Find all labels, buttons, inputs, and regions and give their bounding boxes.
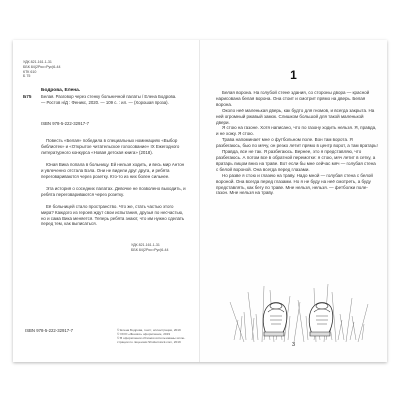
copyright-line: © Елена Бодрова, текст, иллюстрации, 2019 xyxy=(117,328,181,332)
catalog-isbn: ISBN 978-5-222-32917-7 xyxy=(41,121,90,126)
chapter-number: 1 xyxy=(290,68,297,82)
code-line: УДК 821.161.1-31 xyxy=(23,60,52,64)
annotation-paragraph: Повесть «Белая» победила в специальных номинациях «Выбор библиотек» и «Открытое читательское голосование» IX Ежегодного литературного конкурса «Новая детская книга» (2018). xyxy=(41,138,180,155)
code-line: ББК 84(2Рос=Рус)6-44 xyxy=(131,247,169,252)
story-paragraph: Правда, все не так. Я разбегаюсь. Вернее, это я представляю, что разбегаюсь. А потом все в обратной перемотке: я стою, мяч летит в сетку, а вратарь лицом вниз на траве. Вот если бы мне сейчас мяч — голубая стена с белой вороной. Она всегда перед глазами. xyxy=(216,149,376,172)
story-text xyxy=(216,90,378,196)
sneakers-illustration xyxy=(224,272,374,342)
page-number: 3 xyxy=(291,342,296,348)
code-line: КТК 610 xyxy=(23,69,37,74)
story-paragraph: Белая ворона. На голубой стене здания, со стороны двора — красной нарисована белая ворона. Она стоит и смотрит прямо на дверь. Белая ворона. xyxy=(216,90,370,107)
right-page xyxy=(200,40,387,362)
left-sneaker xyxy=(263,303,287,336)
classification-codes-top xyxy=(23,60,60,79)
book-spread xyxy=(13,40,387,362)
story-paragraph: Около неё маленькая дверь, как будто для гномов, и всегда закрыта. На ней огромный ржавый замок. Слишком большой для такой маленькой двери. xyxy=(216,107,375,125)
copyright-block xyxy=(117,328,195,344)
classification-codes-bottom xyxy=(131,243,168,253)
code-line: ББК 84(2Рос=Рус)6-44 xyxy=(23,64,61,69)
grass-strokes xyxy=(230,284,368,342)
copyright-line: © В оформлении обложки использованы иллюстрации по лицензии Shutterstock.com, 2019 xyxy=(117,336,186,345)
isbn-bottom: ISBN 978-5-222-32917-7 xyxy=(25,328,74,333)
story-paragraph: Я стою на газоне. Хотя написано, что по газону ходить нельзя. Я, правда, и не хожу. Я стою. xyxy=(216,125,377,137)
right-sneaker xyxy=(309,303,333,336)
story-paragraph: Трава напоминает мне о футбольном поле. Вон там ворота. Я разбегаюсь, бью по мячу, он резко летит прямо в центр ворот, а там вратарь! xyxy=(216,137,378,149)
catalog-number: Б75 xyxy=(23,94,32,99)
code-line: УДК 821.161.1-31 xyxy=(131,243,160,247)
annotation-paragraph: Её больницей стало пространство. Что же, стать частью этого мира? Каждого из героев ждут свои испытания, друзья по несчастью, но и сама Вика меняется. Теперь ребята знают, что им нужно сделать перед тем, как выписаться. xyxy=(41,204,185,227)
catalog-author: Бодрова, Елена. xyxy=(41,88,81,93)
left-page xyxy=(13,40,200,362)
copyright-line: © ООО «Феникс» оформление, 2019 xyxy=(117,332,171,337)
code-line: Б 75 xyxy=(23,74,31,79)
story-paragraph: Но разве я стою и глазею на траву. Надо мной — голубая стена с белой вороной. Она всегда перед глазами. Но я не буду на неё смотреть, а буду представлять, как бегу по траве. Мне нельзя, нельзя. — фетболки поле-газон. Мне нельзя на траву. xyxy=(216,172,373,196)
catalog-entry: Белая. Разговор через стенку больничной палаты / Елена Бодрова. — Ростов н/Д : Феникс, 2020. — 109 с. : ил. — (Хорошая проза). xyxy=(41,94,177,105)
annotation-paragraph: Эта история о соседних палатах. Девочке не позволено выходить, и ребята переговариваются через розетку. xyxy=(41,186,186,197)
annotation-paragraph: Юная Вика попала в больницу. Ей нельзя ходить, и весь мир Антон и увлеченно отстала Бэла. Они не видели друг друга, и ребята переговариваются через розетку. Кто-то из них болен сильнее. xyxy=(41,162,185,179)
